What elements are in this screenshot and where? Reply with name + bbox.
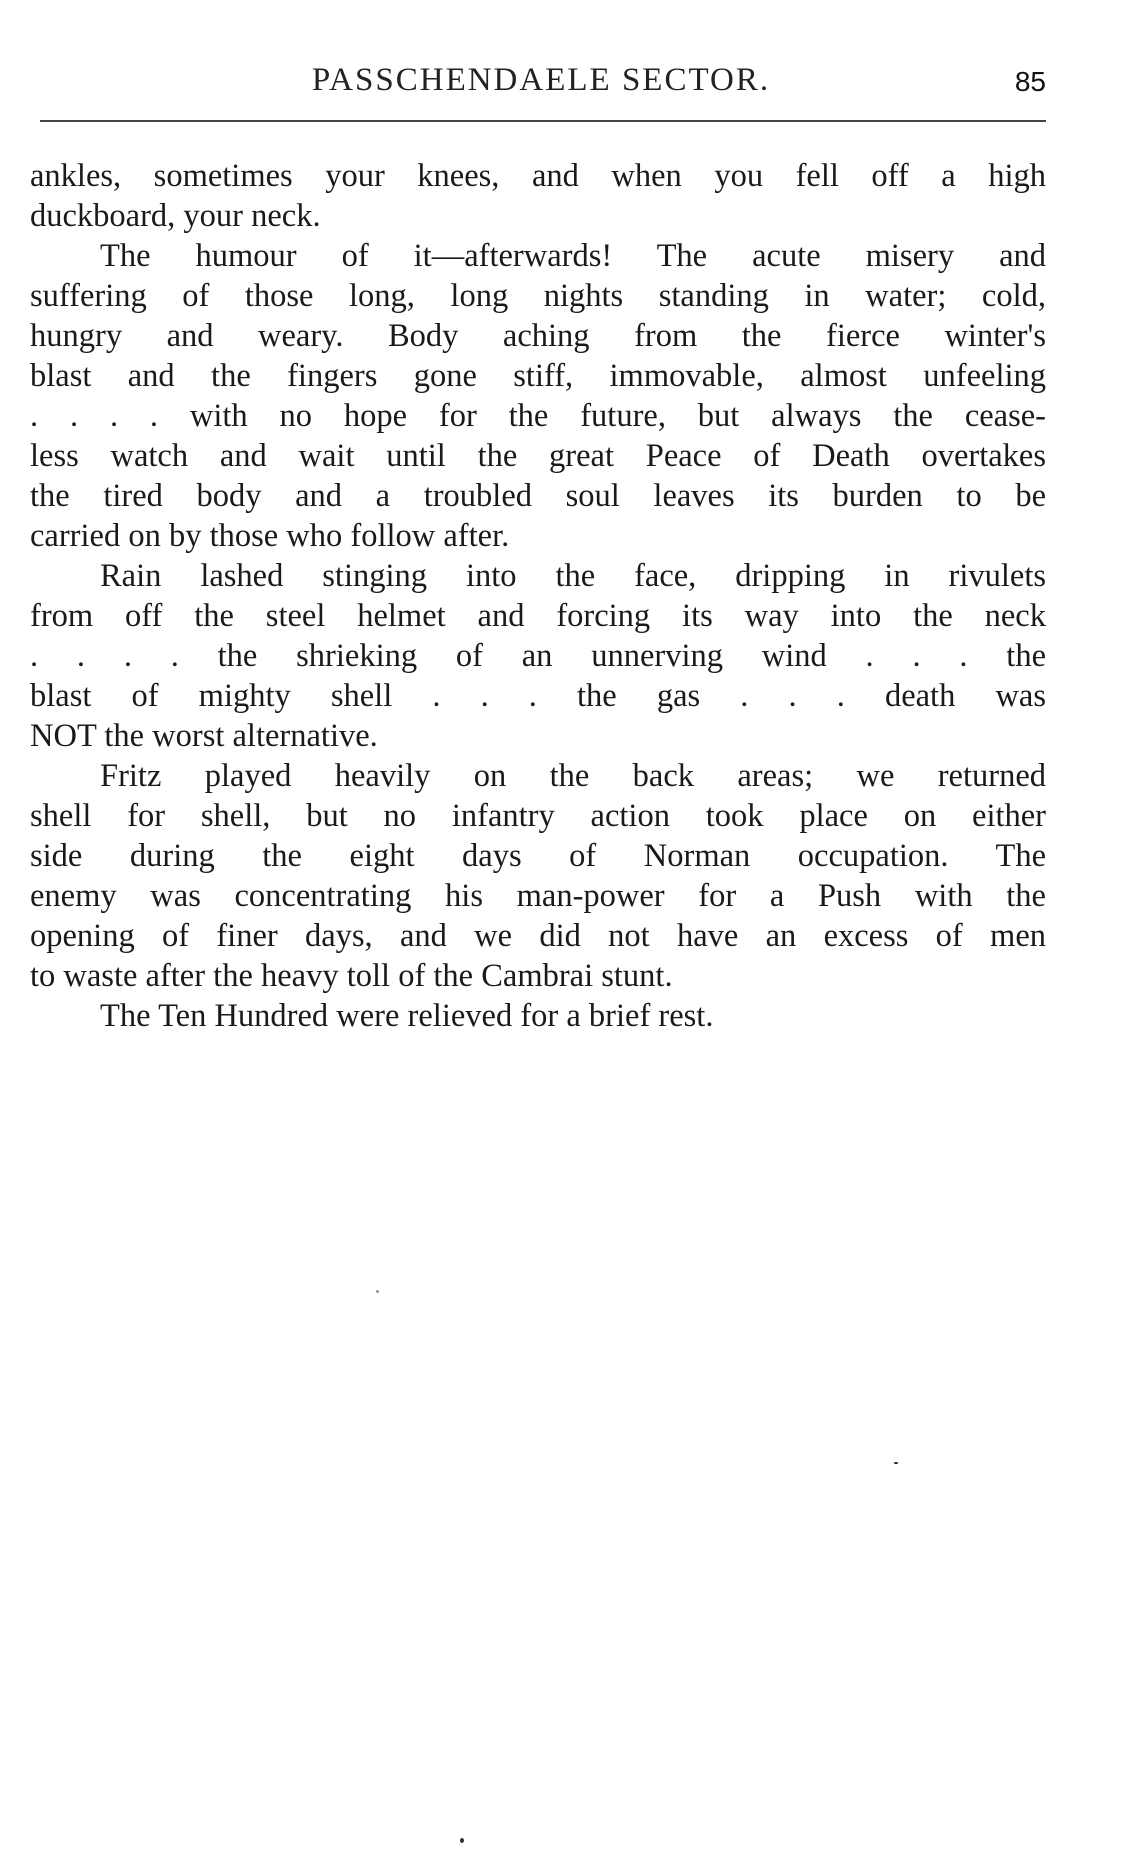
- text-line: enemy was concentrating his man-power for a Push with the: [30, 878, 1046, 914]
- text-line: shell for shell, but no infantry action took place on either: [30, 798, 1046, 834]
- text-line: from off the steel helmet and forcing its way into the neck: [30, 598, 1046, 634]
- scan-speck: [376, 1290, 379, 1293]
- paragraph-first-line: Fritz played heavily on the back areas; we returned: [100, 758, 1046, 794]
- page-number: 85: [1014, 66, 1046, 97]
- text-line: the tired body and a troubled soul leaves its burden to be: [30, 478, 1046, 514]
- scan-speck: [460, 1838, 464, 1843]
- text-line: ankles, sometimes your knees, and when you fell off a high: [30, 158, 1046, 194]
- header-rule: [40, 120, 1046, 122]
- text-line: opening of finer days, and we did not have an excess of men: [30, 918, 1046, 954]
- paragraph-first-line: The Ten Hundred were relieved for a brief rest.: [100, 998, 714, 1034]
- text-line: blast and the fingers gone stiff, immovable, almost unfeeling: [30, 358, 1046, 394]
- text-line: duckboard, your neck.: [30, 198, 321, 234]
- body-text: [30, 156, 1046, 1036]
- scan-speck: [894, 1462, 898, 1464]
- running-head-title: PASSCHENDAELE SECTOR.: [311, 62, 771, 98]
- text-line: NOT the worst alternative.: [30, 718, 378, 754]
- paragraph-first-line: The humour of it—afterwards! The acute misery and: [100, 238, 1046, 274]
- text-line: . . . . the shrieking of an unnerving wind . . . the: [30, 638, 1046, 674]
- text-line: side during the eight days of Norman occupation. The: [30, 838, 1046, 874]
- text-line: carried on by those who follow after.: [30, 518, 510, 554]
- text-line: . . . . with no hope for the future, but always the cease-: [30, 398, 1046, 434]
- text-line: less watch and wait until the great Peace of Death overtakes: [30, 438, 1046, 474]
- text-line: to waste after the heavy toll of the Cambrai stunt.: [30, 958, 673, 994]
- text-line: hungry and weary. Body aching from the fierce winter's: [30, 318, 1046, 354]
- text-line: suffering of those long, long nights standing in water; cold,: [30, 278, 1046, 314]
- text-line: blast of mighty shell . . . the gas . . . death was: [30, 678, 1046, 714]
- paragraph-first-line: Rain lashed stinging into the face, dripping in rivulets: [100, 558, 1046, 594]
- running-head: [36, 58, 1046, 102]
